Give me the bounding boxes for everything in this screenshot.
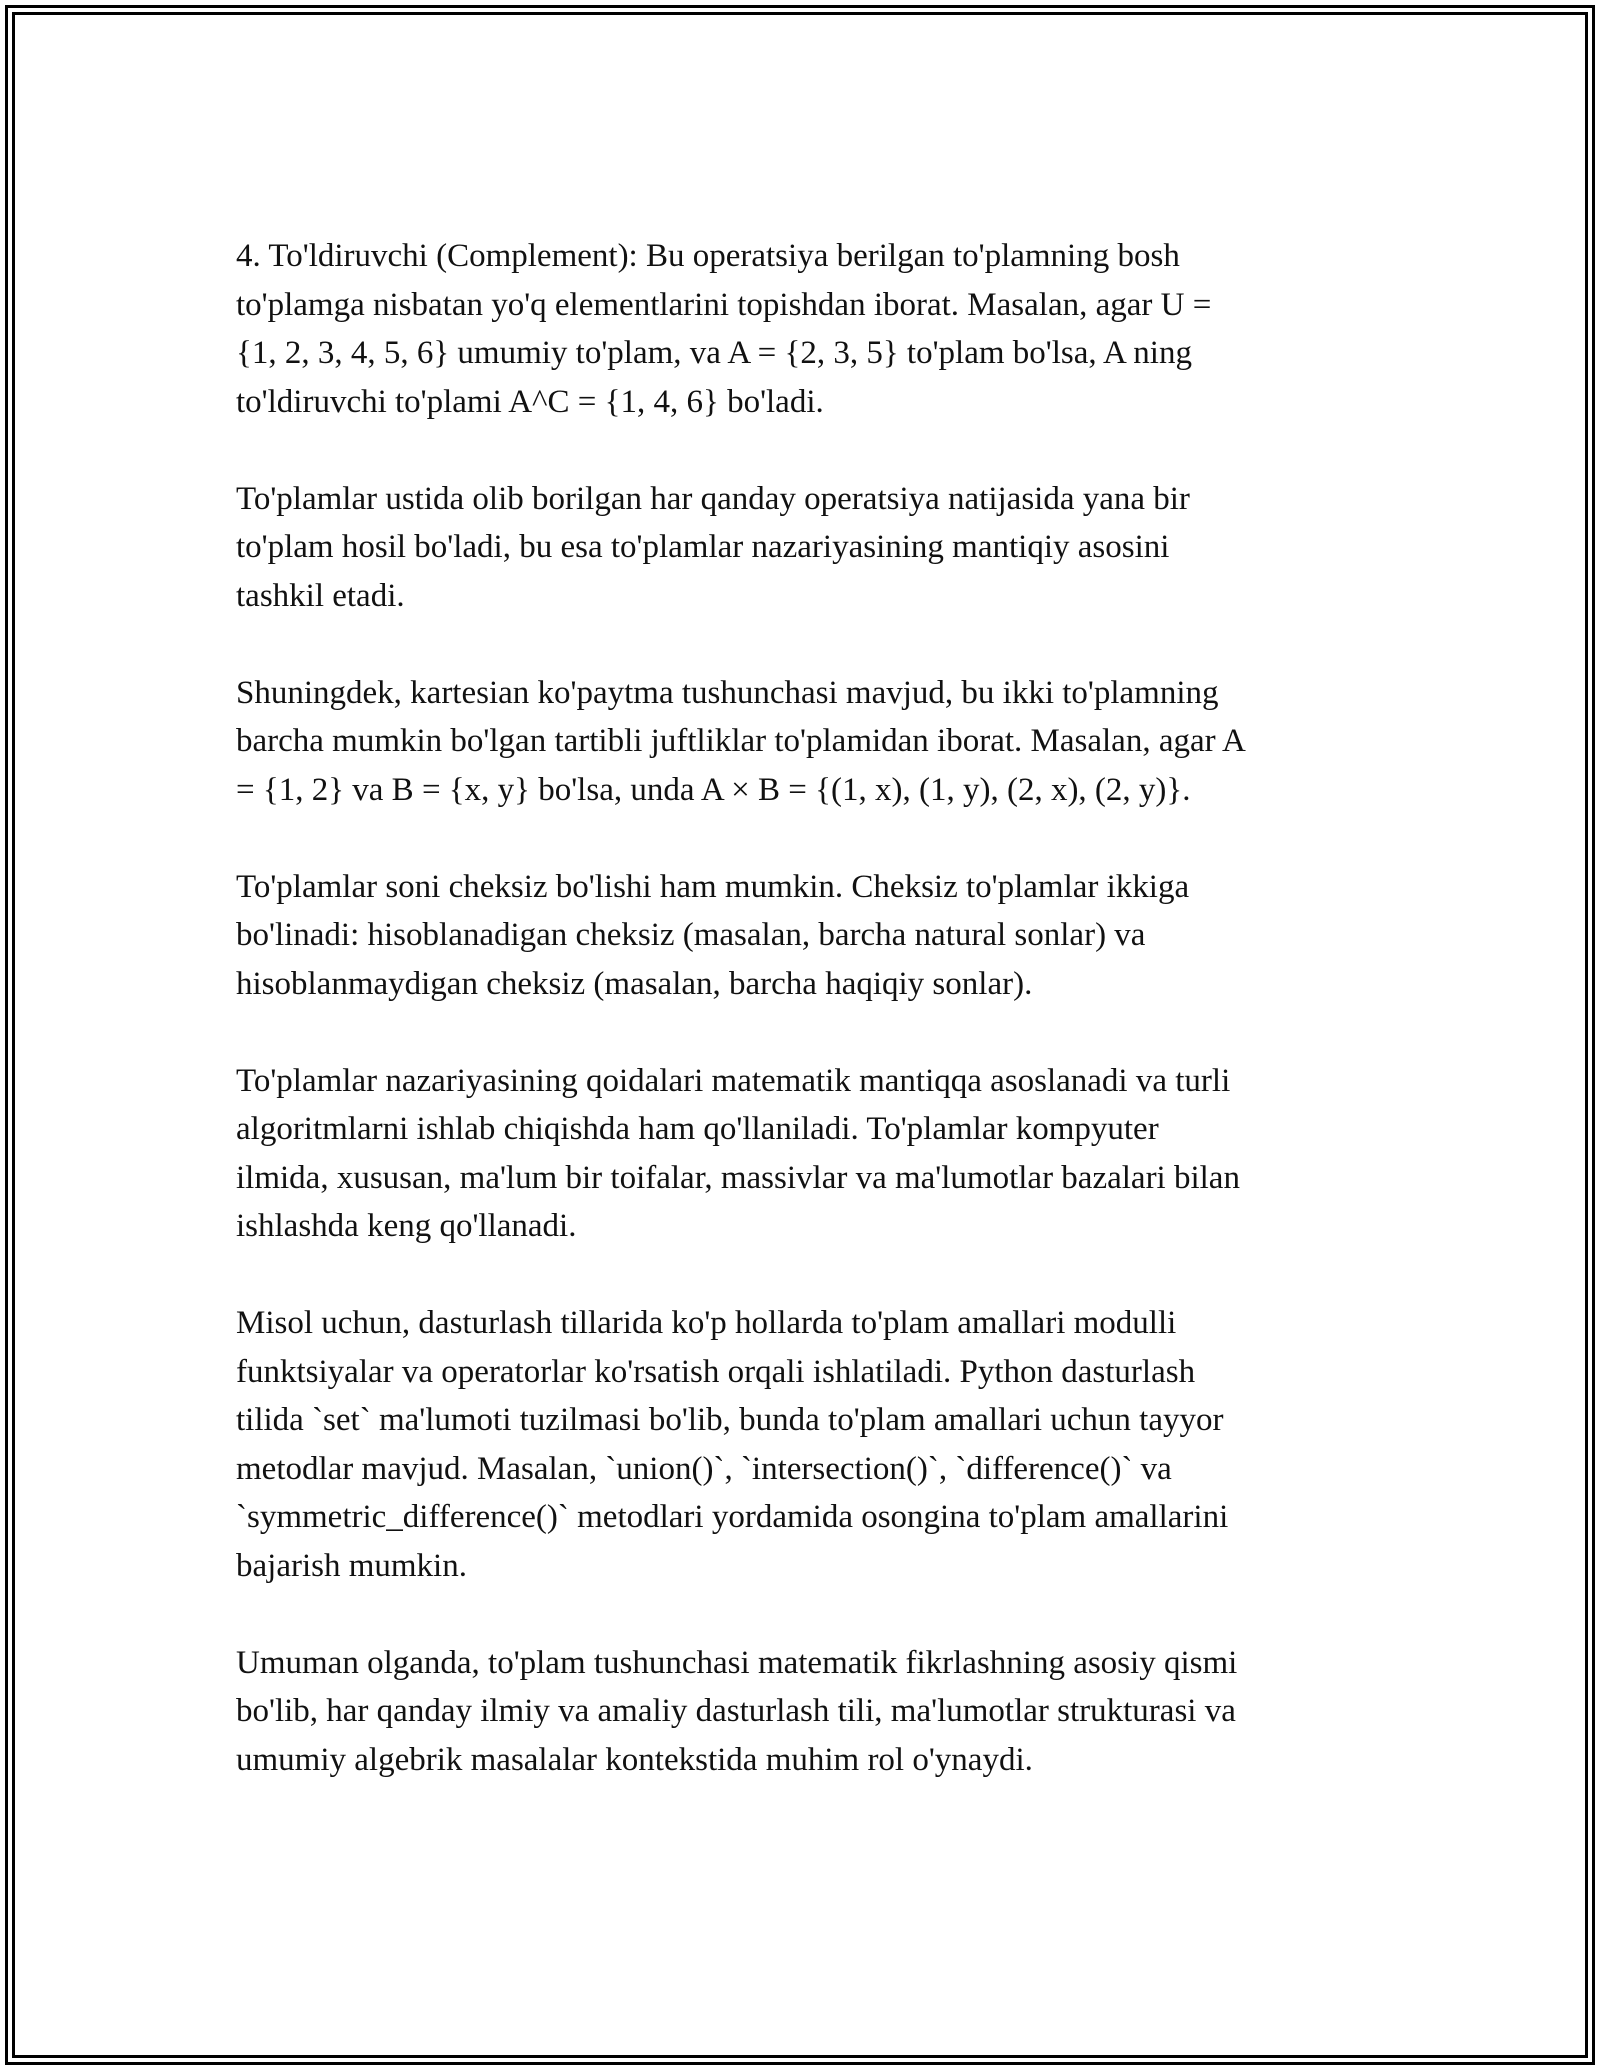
paragraph-programming-example: Misol uchun, dasturlash tillarida ko'p hollarda to'plam amallari modulli funktsiyalar va operatorlar ko'rsatish orqali ishlatiladi. Python dasturlash tilida `set` ma'lumoti tuzilmasi bo'lib, bunda to'plam amallari uchun tayyor metodlar mavjud. Masalan, `union()`, `intersection()`, `difference()` va `symmetric_difference()` metodlari yordamida osongina to'plam amallarini bajarish mumkin. [236, 1305, 1229, 1584]
paragraph-cartesian-product: Shuningdek, kartesian ko'paytma tushunchasi mavjud, bu ikki to'plamning barcha mumkin bo'lgan tartibli juftliklar to'plamidan iborat. Masalan, agar A = {1, 2} va B = {x, y} bo'lsa, unda A × B = {(1, x), (1, y), (2, x), (2, y)}. [236, 674, 1246, 808]
document-body [236, 232, 1366, 1833]
paragraph-set-theory-rules: To'plamlar nazariyasining qoidalari matematik mantiqqa asoslanadi va turli algoritmlarni ishlab chiqishda ham qo'llaniladi. To'plamlar kompyuter ilmida, xususan, ma'lum bir toifalar, massivlar va ma'lumotlar bazalari bilan ishlashda keng qo'llanadi. [236, 1062, 1240, 1244]
paragraph-complement: 4. To'ldiruvchi (Complement): Bu operatsiya berilgan to'plamning bosh to'plamga nisbatan yo'q elementlarini topishdan iborat. Masalan, agar U = {1, 2, 3, 4, 5, 6} umumiy to'plam, va A = {2, 3, 5} to'plam bo'lsa, A ning to'ldiruvchi to'plami A^C = {1, 4, 6} bo'ladi. [236, 238, 1212, 420]
paragraph-conclusion: Umuman olganda, to'plam tushunchasi matematik fikrlashning asosiy qismi bo'lib, har qanday ilmiy va amaliy dasturlash tili, ma'lumotlar strukturasi va umumiy algebrik masalalar kontekstida muhim rol o'ynaydi. [236, 1644, 1238, 1778]
paragraph-infinite-sets: To'plamlar soni cheksiz bo'lishi ham mumkin. Cheksiz to'plamlar ikkiga bo'linadi: hisoblanadigan cheksiz (masalan, barcha natural sonlar) va hisoblanmaydigan cheksiz (masalan, barcha haqiqiy sonlar). [236, 868, 1190, 1002]
paragraph-operations-result: To'plamlar ustida olib borilgan har qanday operatsiya natijasida yana bir to'plam hosil bo'ladi, bu esa to'plamlar nazariyasining mantiqiy asosini tashkil etadi. [236, 480, 1190, 614]
